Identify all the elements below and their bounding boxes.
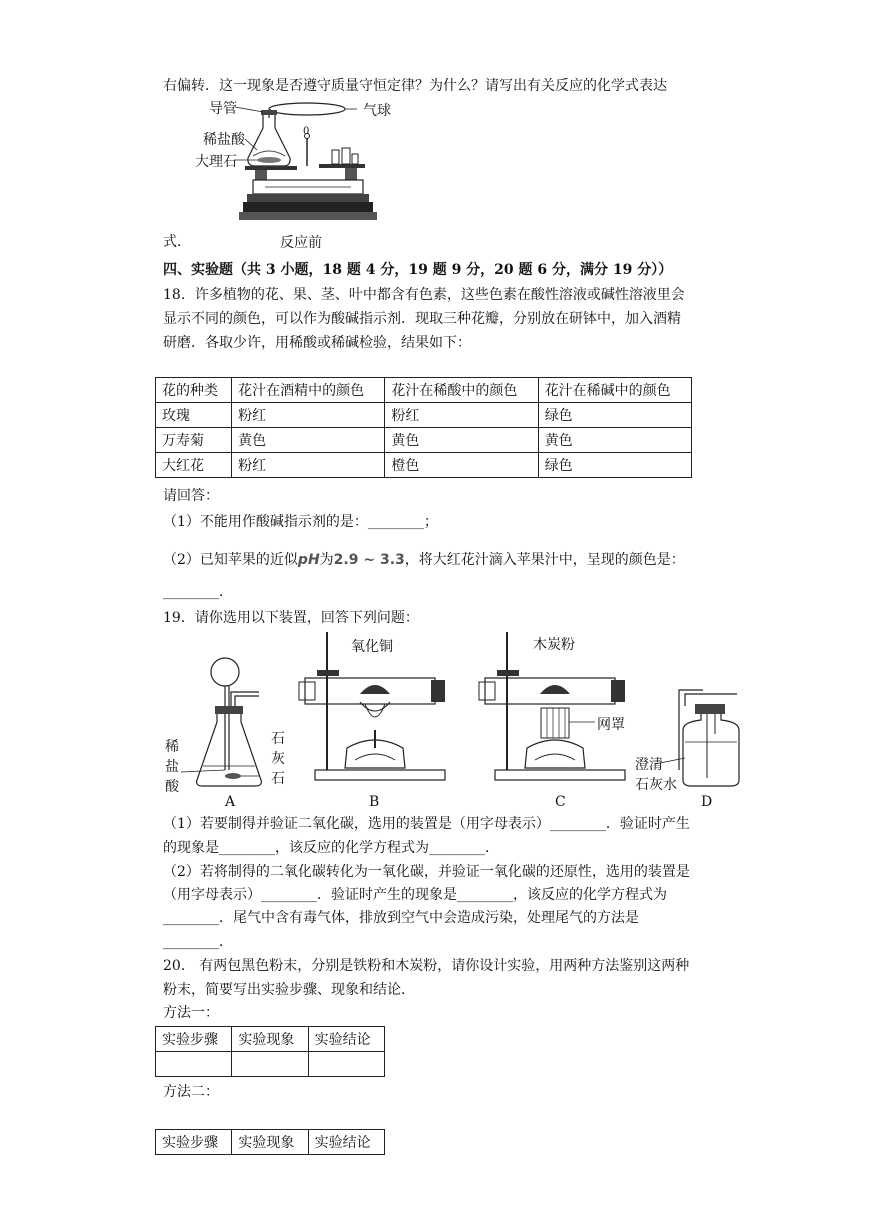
figure-balance-before (195, 98, 395, 228)
table-header: 实验步骤 (156, 1027, 232, 1052)
table-cell: 万寿菊 (156, 428, 232, 453)
q19-sub1-line1: （1）若要制得并验证二氧化碳，选用的装置是（用字母表示）________．验证时产生 (163, 816, 690, 832)
label-acid: 稀盐酸 (203, 132, 245, 148)
q18-sub2-text-b: 为 (319, 552, 334, 568)
apparatus-c (479, 632, 625, 780)
table-cell: 粉红 (232, 403, 385, 428)
q18-sub1: （1）不能用作酸碱指示剂的是：________； (163, 514, 438, 530)
table-header: 花汁在稀酸中的颜色 (385, 378, 538, 403)
label-limestone-1: 石 (271, 731, 285, 747)
q18-sub2-blank: ________． (163, 584, 233, 600)
table-header: 实验结论 (308, 1027, 384, 1052)
method1-table (155, 1026, 385, 1077)
table-cell: 黄色 (385, 428, 538, 453)
q18-sub2 (163, 550, 685, 570)
q18-line3: 研磨．各取少许，用稀酸或稀碱检验，结果如下： (163, 335, 471, 351)
table-row (156, 403, 692, 428)
label-balloon: 气球 (363, 103, 391, 119)
table-cell: 黄色 (538, 428, 691, 453)
label-limestone-2: 灰 (271, 751, 285, 767)
table-cell: 粉红 (232, 453, 385, 478)
label-charcoal: 木炭粉 (533, 637, 575, 653)
flower-color-table (155, 377, 692, 478)
table-header: 实验结论 (308, 1130, 384, 1155)
label-a: A (225, 794, 236, 810)
table-header: 花的种类 (156, 378, 232, 403)
table-header: 实验步骤 (156, 1130, 232, 1155)
table-cell: 黄色 (232, 428, 385, 453)
top-line: 右偏转．这一现象是否遵守质量守恒定律？为什么？请写出有关反应的化学式表达 (163, 78, 667, 94)
method1-label: 方法一： (163, 1005, 219, 1021)
section4-title: 四、实验题（共 3 小题，18 题 4 分，19 题 9 分，20 题 6 分，满分 19 分）） (163, 262, 673, 278)
table-cell: 大红花 (156, 453, 232, 478)
table-row (156, 428, 692, 453)
q20-line2: 粉末，简要写出实验步骤、现象和结论． (163, 982, 415, 998)
apparatus-a (181, 658, 261, 786)
apparatus-d (655, 690, 739, 786)
label-limestone-3: 石 (271, 771, 285, 787)
q20-line1: 20． 有两包黑色粉末，分别是铁粉和木炭粉，请你设计实验，用两种方法鉴别这两种 (163, 958, 690, 974)
q18-sub2-text-c: ，将大红花汁滴入苹果汁中，呈现的颜色是： (404, 552, 685, 568)
table-header: 花汁在酒精中的颜色 (232, 378, 385, 403)
table-header: 实验现象 (232, 1027, 308, 1052)
q18-line1: 18．许多植物的花、果、茎、叶中都含有色素，这些色素在酸性溶液或碱性溶液里会 (163, 287, 685, 303)
table-row (156, 453, 692, 478)
q19-intro: 19．请你选用以下装置，回答下列问题： (163, 610, 419, 626)
caption-before-reaction: 反应前 (280, 235, 322, 251)
label-acid-2: 盐 (165, 759, 179, 775)
table-header: 花汁在稀碱中的颜色 (538, 378, 691, 403)
table-cell: 玫瑰 (156, 403, 232, 428)
label-acid-1: 稀 (165, 739, 179, 755)
label-limewater-2: 石灰水 (635, 777, 677, 793)
table-header-row (156, 1130, 385, 1155)
table-cell-empty (156, 1052, 232, 1077)
q19-sub2-line4: ________． (163, 934, 233, 950)
q18-answer-prompt: 请回答： (163, 488, 219, 504)
label-c: C (555, 794, 566, 810)
table-cell: 橙色 (385, 453, 538, 478)
figure-apparatus (155, 630, 745, 815)
label-limewater-1: 澄清 (635, 757, 663, 773)
label-b: B (369, 794, 380, 810)
q19-sub2-line3: ________．尾气中含有毒气体，排放到空气中会造成污染，处理尾气的方法是 (163, 910, 639, 926)
ph-range: 2.9 ~ 3.3 (333, 552, 405, 568)
q19-sub1-line2: 的现象是________，该反应的化学方程式为________． (163, 840, 499, 856)
table-row (156, 1052, 385, 1077)
label-copper-oxide: 氧化铜 (351, 639, 393, 655)
method2-label: 方法二： (163, 1084, 219, 1100)
table-cell-empty (232, 1052, 308, 1077)
q19-sub2-line1: （2）若将制得的二氧化碳转化为一氧化碳，并验证一氧化碳的还原性，选用的装置是 (163, 864, 690, 880)
label-marble: 大理石 (195, 154, 237, 170)
label-zero: 0 (303, 126, 310, 137)
label-tube: 导管 (209, 101, 237, 117)
table-cell-empty (308, 1052, 384, 1077)
table-cell: 绿色 (538, 403, 691, 428)
method2-table (155, 1129, 385, 1155)
ph-symbol: pH (297, 552, 320, 568)
table-header-row (156, 1027, 385, 1052)
table-cell: 绿色 (538, 453, 691, 478)
table-header-row (156, 378, 692, 403)
q18-sub2-text-a: （2）已知苹果的近似 (163, 552, 298, 568)
label-mesh: 网罩 (597, 717, 625, 733)
q19-sub2-line2: （用字母表示）________．验证时产生的现象是________，该反应的化学方程式为 (163, 887, 667, 903)
table-header: 实验现象 (232, 1130, 308, 1155)
q18-line2: 显示不同的颜色，可以作为酸碱指示剂．现取三种花瓣，分别放在研钵中，加入酒精 (163, 311, 681, 327)
label-acid-3: 酸 (165, 779, 179, 795)
table-cell: 粉红 (385, 403, 538, 428)
label-d: D (701, 794, 713, 810)
shi-line: 式． (163, 234, 191, 250)
